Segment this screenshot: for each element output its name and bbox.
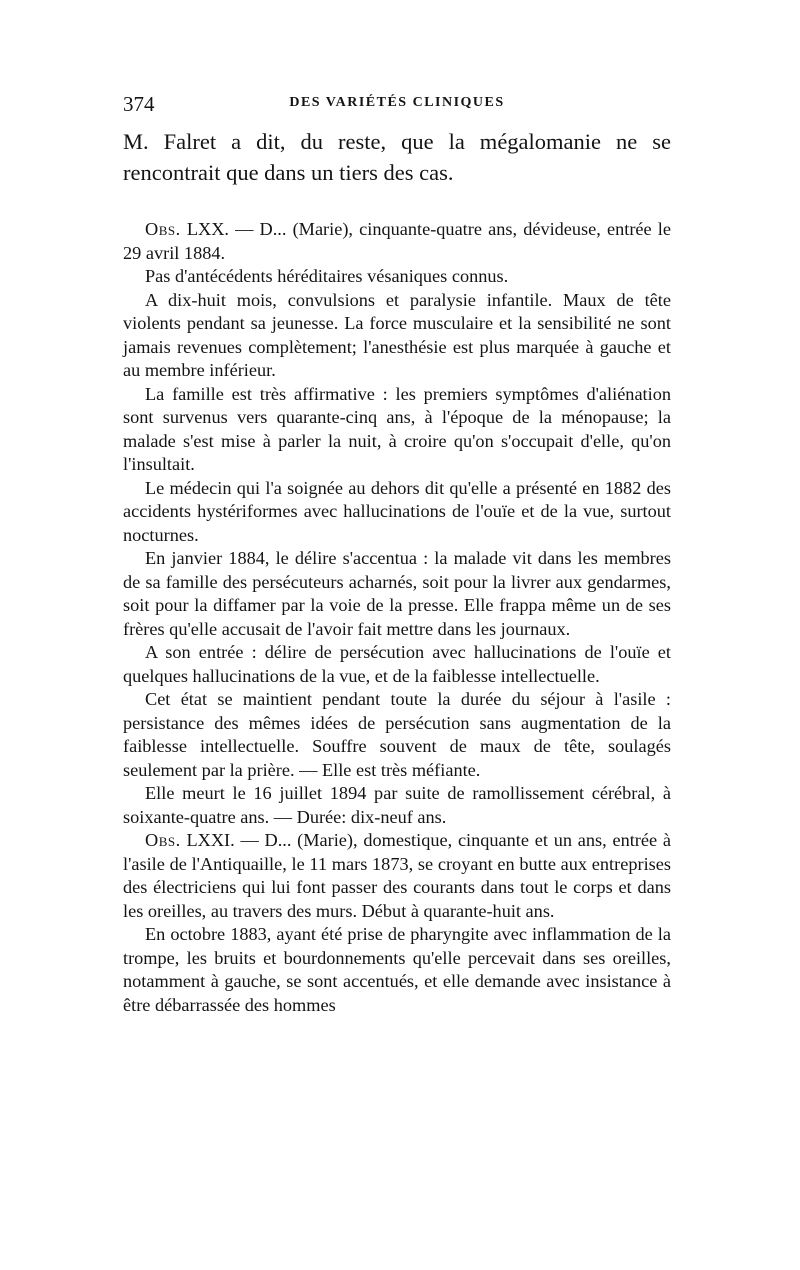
obs-70-heading-text: LXX. — D... (Marie), cinquante-quatre ans, dévideuse, entrée le 29 avril 1884. [123, 219, 671, 263]
lead-paragraph: M. Falret a dit, du reste, que la mégalomanie ne se rencontrait que dans un tiers des cas. [123, 129, 671, 185]
obs-70-paragraph: La famille est très affirmative : les premiers symptômes d'aliénation sont survenus vers quarante-cinq ans, à l'époque de la ménopause; la malade s'est mise à parler la nuit, à croire qu'on s'occupait d'elle, qu'on l'insultait. [123, 383, 671, 474]
obs-70-paragraph: En janvier 1884, le délire s'accentua : la malade vit dans les membres de sa famille des persécuteurs acharnés, soit pour la livrer aux gendarmes, soit pour la diffamer par la voie de la presse. Elle frappa même un de ses frères qu'elle accusait de l'avoir fait mettre dans les journaux. [123, 548, 671, 639]
observations-text [123, 218, 671, 1017]
obs-70-label: Obs. [145, 219, 181, 239]
obs-70-paragraph: Cet état se maintient pendant toute la durée du séjour à l'asile : persistance des mêmes idées de persécution sans augmentation de la faiblesse intellectuelle. Souffre souvent de maux de tête, soulagés seulement par la prière. — Elle est très méfiante. [123, 689, 671, 780]
obs-70-paragraph: A dix-huit mois, convulsions et paralysie infantile. Maux de tête violents pendant sa jeunesse. La force musculaire et la sensibilité ne sont jamais revenues complètement; l'anesthésie est plus marquée à gauche et au membre inférieur. [123, 289, 671, 380]
obs-71-label: Obs. [145, 830, 181, 850]
obs-71-paragraph: En octobre 1883, ayant été prise de pharyngite avec inflammation de la trompe, les bruits et bourdonnements qu'elle percevait dans ses oreilles, notamment à gauche, se sont accentués, et elle demande avec insistance à être débarrassée des hommes [123, 924, 671, 1015]
obs-71-heading [123, 829, 671, 923]
obs-70-paragraph: Elle meurt le 16 juillet 1894 par suite de ramollissement cérébral, à soixante-quatre ans. — Durée: dix-neuf ans. [123, 783, 671, 827]
obs-70-paragraph: A son entrée : délire de persécution avec hallucinations de l'ouïe et quelques hallucinations de la vue, et de la faiblesse intellectuelle. [123, 642, 671, 686]
obs-70-heading [123, 218, 671, 265]
obs-71-heading-text: LXXI. — D... (Marie), domestique, cinquante et un ans, entrée à l'asile de l'Antiquaille, le 11 mars 1873, se croyant en butte aux entreprises des électriciens qui lui font passer des courants dans tout le corps et dans les oreilles, au travers des murs. Début à quarante-huit ans. [123, 830, 671, 921]
running-head: DES VARIÉTÉS CLINIQUES [289, 95, 505, 110]
obs-70-paragraph: Pas d'antécédents héréditaires vésaniques connus. [145, 266, 509, 286]
page-header [123, 92, 671, 116]
obs-70-paragraph: Le médecin qui l'a soignée au dehors dit qu'elle a présenté en 1882 des accidents hystériformes avec hallucinations de l'ouïe et de la vue, surtout nocturnes. [123, 477, 671, 545]
page-number: 374 [123, 92, 155, 116]
